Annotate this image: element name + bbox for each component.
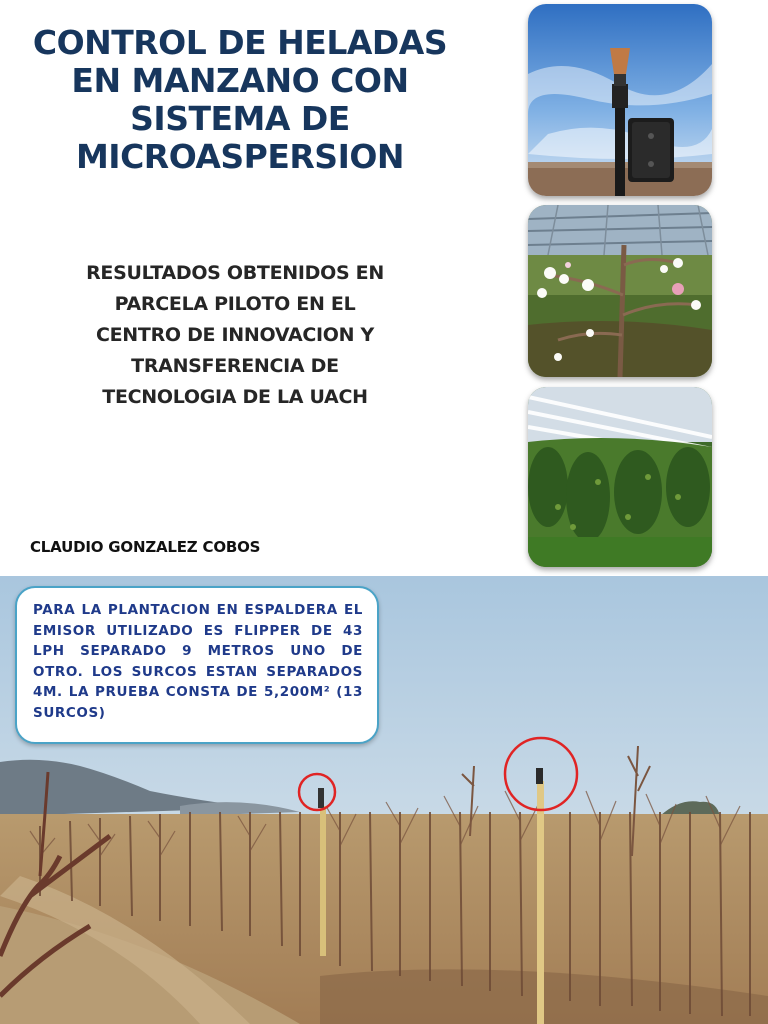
orchard-netting-photo xyxy=(528,387,712,567)
apple-blossom-photo xyxy=(528,205,712,377)
slide-title: CONTROL DE HELADAS EN MANZANO CON SISTEMA DE MICROASPERSION xyxy=(32,23,448,176)
sprinkler-photo xyxy=(528,4,712,196)
description-callout: PARA LA PLANTACION EN ESPALDERA EL EMISOR UTILIZADO ES FLIPPER DE 43 LPH SEPARADO 9 METROS UNO DE OTRO. LOS SURCOS ESTAN SEPARADOS 4M. LA PRUEBA CONSTA DE 5,200M² (13 SURCOS) xyxy=(15,586,379,744)
author-name: CLAUDIO GONZALEZ COBOS xyxy=(30,538,261,556)
slide-subtitle: RESULTADOS OBTENIDOS EN PARCELA PILOTO EN EL CENTRO DE INNOVACION Y TRANSFERENCIA DE TECNOLOGIA DE LA UACH xyxy=(86,262,384,408)
orchard-slide xyxy=(0,576,768,1024)
